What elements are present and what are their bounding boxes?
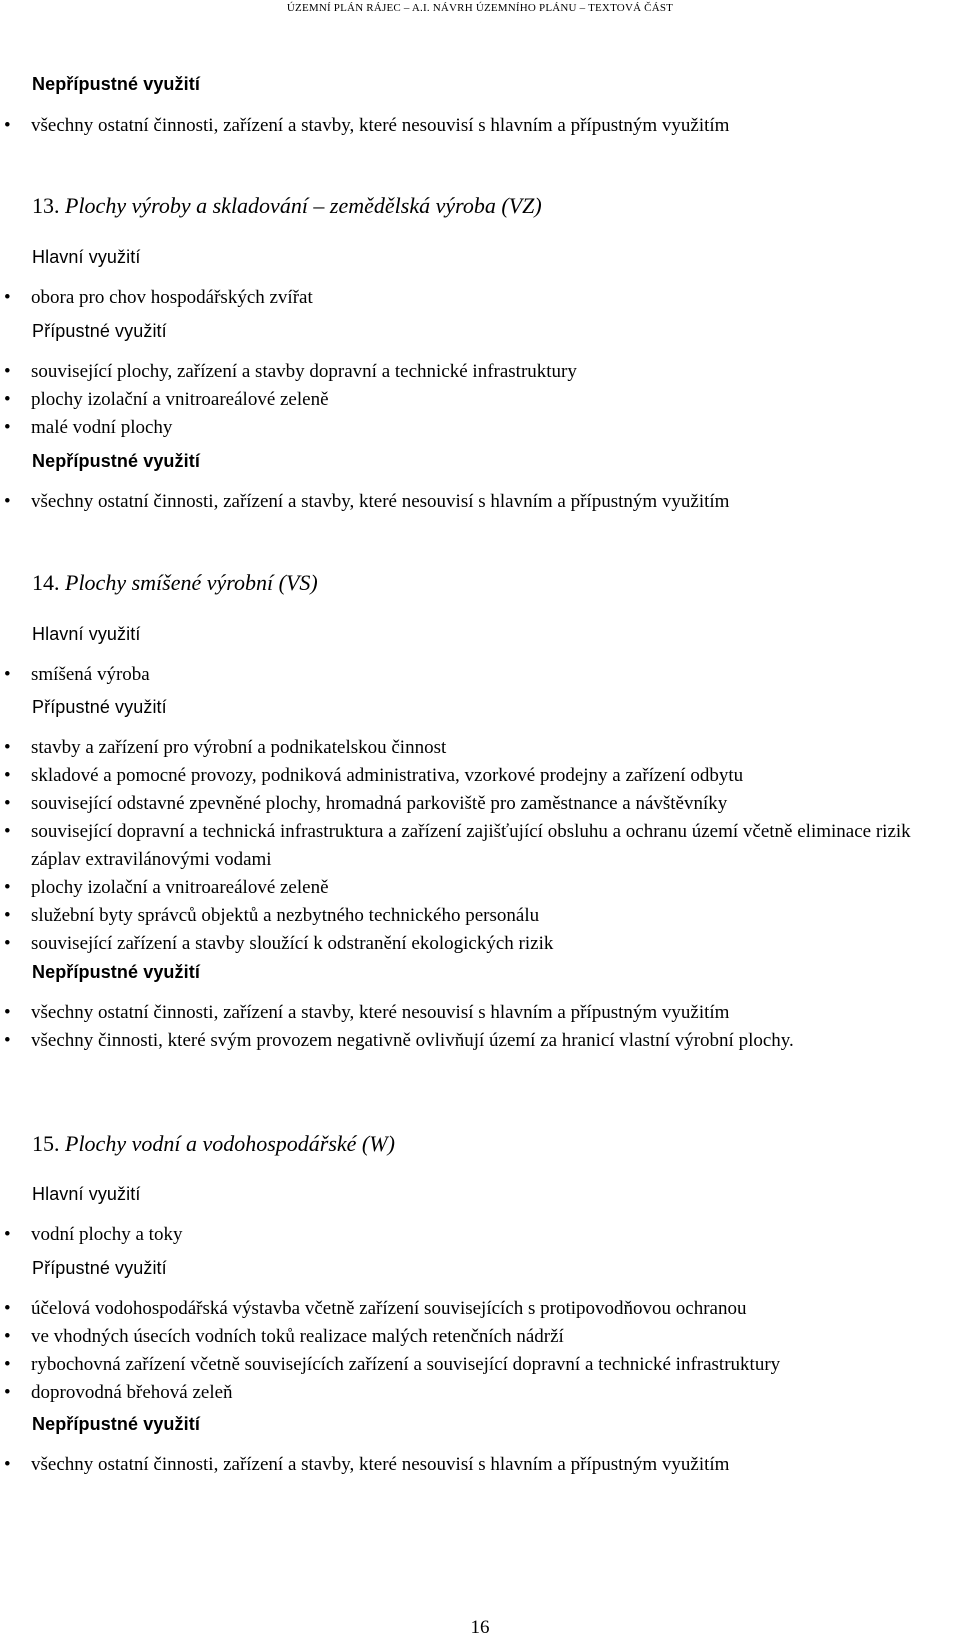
list-item: • smíšená výroba — [28, 661, 953, 689]
label-hlavni-15: Hlavní využití — [32, 1184, 141, 1204]
bullet-icon: • — [4, 287, 11, 308]
list-item: • obora pro chov hospodářských zvířat — [28, 284, 953, 312]
bullet-icon: • — [4, 1030, 11, 1051]
list-item: • všechny ostatní činnosti, zařízení a stavby, které nesouvisí s hlavním a přípustným využitím — [28, 999, 953, 1027]
bullet-icon: • — [4, 1298, 11, 1319]
list-item: • všechny ostatní činnosti, zařízení a stavby, které nesouvisí s hlavním a přípustným využitím — [28, 1451, 953, 1479]
label-hlavni-14: Hlavní využití — [32, 624, 141, 644]
label-prip-13: Přípustné využití — [32, 321, 167, 341]
list-neprip-14 — [4, 999, 953, 1055]
bullet-icon: • — [4, 905, 11, 926]
list-item: • služební byty správců objektů a nezbytného technického personálu — [28, 902, 953, 930]
list-item: • plochy izolační a vnitroareálové zeleně — [28, 874, 953, 902]
list-item: • vodní plochy a toky — [28, 1221, 953, 1249]
list-item: • stavby a zařízení pro výrobní a podnikatelskou činnost — [28, 734, 953, 762]
list-item: • související zařízení a stavby sloužící k odstranění ekologických rizik — [28, 930, 953, 958]
bullet-icon: • — [4, 793, 11, 814]
section-heading-15: 15. Plochy vodní a vodohospodářské (W) — [32, 1131, 395, 1156]
list-neprip-top — [4, 112, 953, 140]
list-item: • skladové a pomocné provozy, podniková administrativa, vzorkové prodejny a zařízení odbytu — [28, 762, 953, 790]
label-neprip-14: Nepřípustné využití — [32, 962, 200, 982]
bullet-icon: • — [4, 1002, 11, 1023]
list-prip-14 — [4, 734, 953, 958]
label-neprip-13: Nepřípustné využití — [32, 451, 200, 471]
list-item: • související dopravní a technická infrastruktura a zařízení zajišťující obsluhu a ochranu území včetně eliminace rizik záplav extravilánovými vodami — [28, 818, 953, 874]
label-neprip-15: Nepřípustné využití — [32, 1414, 200, 1434]
bullet-icon: • — [4, 491, 11, 512]
running-header: ÚZEMNÍ PLÁN RÁJEC – A.I. NÁVRH ÚZEMNÍHO PLÁNU – TEXTOVÁ ČÁST — [286, 2, 674, 14]
bullet-icon: • — [4, 821, 11, 842]
bullet-icon: • — [4, 737, 11, 758]
label-neprip-top: Nepřípustné využití — [32, 74, 200, 94]
list-prip-13 — [4, 358, 953, 442]
list-item: • všechny ostatní činnosti, zařízení a stavby, které nesouvisí s hlavním a přípustným využitím — [28, 488, 953, 516]
page-number: 16 — [470, 1617, 490, 1638]
bullet-icon: • — [4, 664, 11, 685]
bullet-icon: • — [4, 1224, 11, 1245]
list-item: • plochy izolační a vnitroareálové zeleně — [28, 386, 953, 414]
list-item: • ve vhodných úsecích vodních toků realizace malých retenčních nádrží — [28, 1323, 953, 1351]
list-item: • všechny činnosti, které svým provozem negativně ovlivňují území za hranicí vlastní výrobní plochy. — [28, 1027, 953, 1055]
list-item: • související plochy, zařízení a stavby dopravní a technické infrastruktury — [28, 358, 953, 386]
bullet-icon: • — [4, 417, 11, 438]
list-prip-15 — [4, 1295, 953, 1407]
label-hlavni-13: Hlavní využití — [32, 247, 141, 267]
bullet-icon: • — [4, 1454, 11, 1475]
bullet-icon: • — [4, 1382, 11, 1403]
list-item: • doprovodná břehová zeleň — [28, 1379, 953, 1407]
list-item: • rybochovná zařízení včetně souvisejících zařízení a související dopravní a technické infrastruktury — [28, 1351, 953, 1379]
list-item: • účelová vodohospodářská výstavba včetně zařízení souvisejících s protipovodňovou ochranou — [28, 1295, 953, 1323]
bullet-icon: • — [4, 115, 11, 136]
label-prip-14: Přípustné využití — [32, 697, 167, 717]
bullet-icon: • — [4, 1354, 11, 1375]
list-hlavni-13 — [4, 284, 953, 312]
list-hlavni-14 — [4, 661, 953, 689]
list-item: • související odstavné zpevněné plochy, hromadná parkoviště pro zaměstnance a návštěvníky — [28, 790, 953, 818]
list-neprip-15 — [4, 1451, 953, 1479]
bullet-icon: • — [4, 389, 11, 410]
bullet-icon: • — [4, 361, 11, 382]
bullet-icon: • — [4, 877, 11, 898]
bullet-icon: • — [4, 1326, 11, 1347]
bullet-icon: • — [4, 765, 11, 786]
list-neprip-13 — [4, 488, 953, 516]
section-heading-14: 14. Plochy smíšené výrobní (VS) — [32, 570, 318, 595]
section-heading-13: 13. Plochy výroby a skladování – zemědělská výroba (VZ) — [32, 193, 542, 218]
bullet-icon: • — [4, 933, 11, 954]
list-item: • malé vodní plochy — [28, 414, 953, 442]
label-prip-15: Přípustné využití — [32, 1258, 167, 1278]
list-hlavni-15 — [4, 1221, 953, 1249]
list-item: • všechny ostatní činnosti, zařízení a stavby, které nesouvisí s hlavním a přípustným využitím — [28, 112, 953, 140]
